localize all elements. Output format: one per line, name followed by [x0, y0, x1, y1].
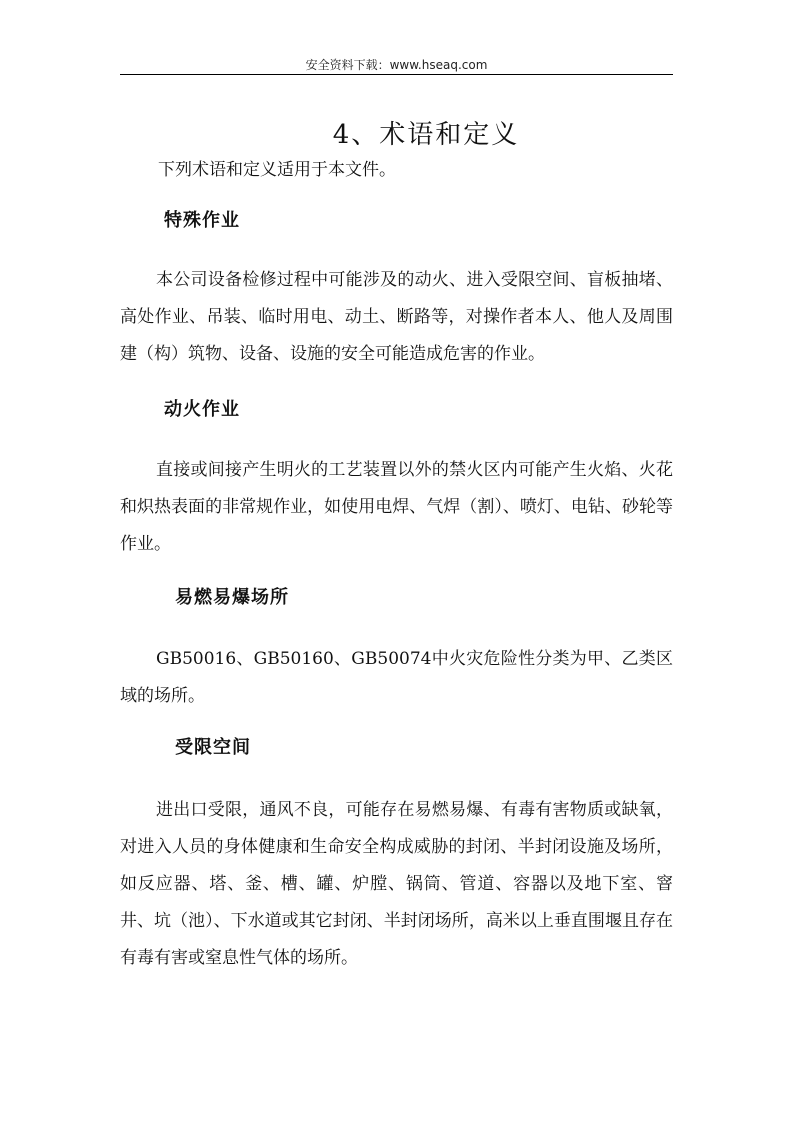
intro-text: 下列术语和定义适用于本文件。: [158, 160, 396, 180]
page-header: 安全资料下载：www.hseaq.com: [305, 58, 488, 72]
term-confined-space: 受限空间: [175, 737, 251, 758]
definition-special-operation: 本公司设备检修过程中可能涉及的动火、进入受限空间、盲板抽堵、高处作业、吊装、临时用电、动土、断路等，对操作者本人、他人及周围建（构）筑物、设备、设施的安全可能造成危害的作业。: [120, 270, 673, 364]
term-flammable-explosive-area: 易燃易爆场所: [175, 587, 289, 608]
definition-confined-space: 进出口受限，通风不良，可能存在易燃易爆、有毒有害物质或缺氧，对进入人员的身体健康和生命安全构成威胁的封闭、半封闭设施及场所，如反应器、塔、釜、槽、罐、炉膛、锅筒、管道、容器以及地下室、窨井、坑（池）、下水道或其它封闭、半封闭场所，高米以上垂直围堰且存在有毒有害或窒息性气体的场所。: [120, 800, 673, 968]
term-hot-work: 动火作业: [164, 399, 240, 420]
term-special-operation: 特殊作业: [164, 210, 240, 231]
section-title: 4、术语和定义: [332, 120, 520, 151]
definition-flammable-explosive-area: GB50016、GB50160、GB50074中火灾危险性分类为甲、乙类区域的场所。: [120, 649, 673, 706]
definition-hot-work: 直接或间接产生明火的工艺装置以外的禁火区内可能产生火焰、火花和炽热表面的非常规作业，如使用电焊、气焊（割）、喷灯、电钻、砂轮等作业。: [120, 460, 673, 554]
header-rule: [120, 74, 673, 75]
